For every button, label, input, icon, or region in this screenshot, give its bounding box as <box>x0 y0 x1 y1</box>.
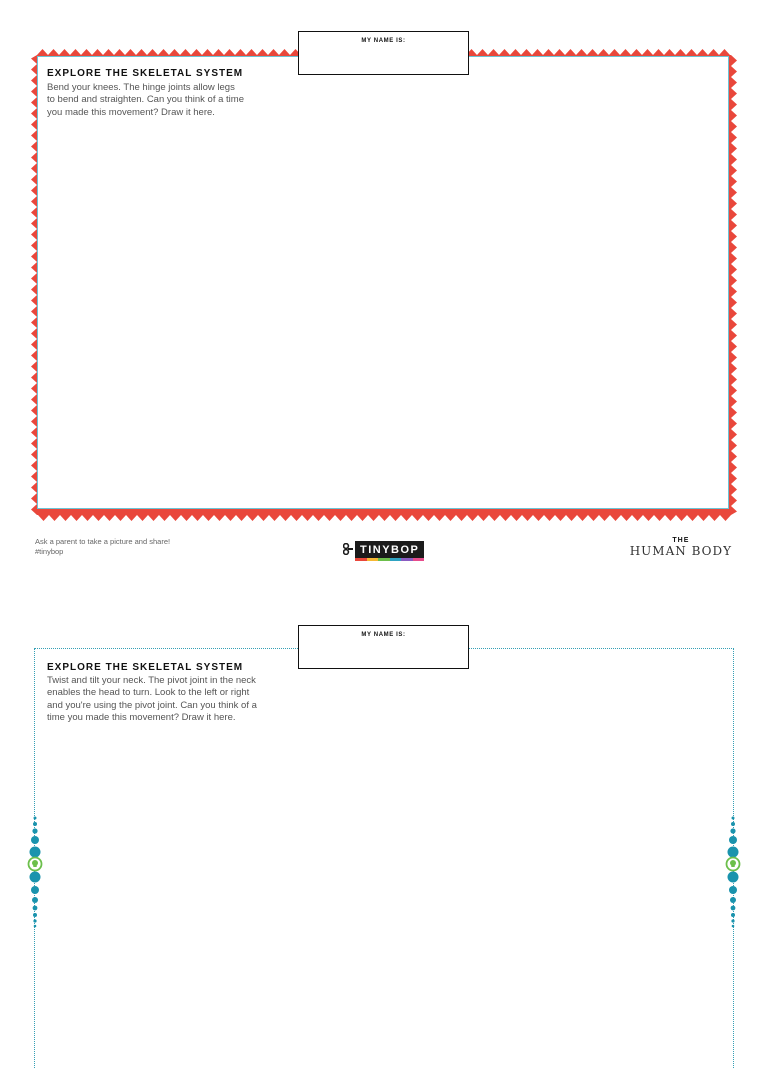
logo-text: TINYBOP <box>360 543 420 556</box>
brand-the: THE <box>672 537 690 544</box>
instruction-line: to bend and straighten. Can you think of a time <box>47 94 244 106</box>
skull-icon <box>727 858 740 871</box>
bead <box>32 897 38 903</box>
bead <box>729 836 737 844</box>
bead-chain-left <box>27 814 43 934</box>
bead <box>31 836 39 844</box>
name-box[interactable] <box>298 31 469 75</box>
logo-bar-segment <box>378 558 390 561</box>
bead <box>732 817 735 820</box>
drawing-area[interactable] <box>37 56 729 509</box>
instruction-line: enables the head to turn. Look to the left or right <box>47 687 250 699</box>
bead-chain-right <box>725 814 741 934</box>
logo-mark-icon <box>343 543 353 555</box>
tinybop-logo <box>343 539 424 559</box>
share-note <box>35 537 170 557</box>
share-note-line: Ask a parent to take a picture and share! <box>35 537 171 546</box>
hashtag: #tinybop <box>35 547 64 556</box>
instruction-line: Twist and tilt your neck. The pivot joint in the neck <box>47 675 256 686</box>
bead <box>728 872 739 883</box>
worksheet-title: EXPLORE THE SKELETAL SYSTEM <box>47 68 244 79</box>
instruction-line: time you made this movement? Draw it here. <box>47 712 236 724</box>
logo-color-bar <box>355 558 424 561</box>
logo-bar-segment <box>355 558 367 561</box>
bead <box>33 919 36 922</box>
bead <box>34 925 37 928</box>
instruction-line: Bend your knees. The hinge joints allow legs <box>47 82 235 93</box>
logo-wordmark <box>355 541 424 558</box>
logo-bar-segment <box>390 558 402 561</box>
bead <box>730 828 735 833</box>
bead <box>731 919 734 922</box>
instruction-line: you made this movement? Draw it here. <box>47 106 215 118</box>
app-brand <box>630 537 732 558</box>
worksheet-pivot-joint <box>0 580 768 1024</box>
bead <box>732 925 735 928</box>
instruction-line: and you're using the pivot joint. Can you think of a <box>47 699 257 711</box>
bead <box>33 906 38 911</box>
bead <box>34 817 37 820</box>
logo-bar-segment <box>413 558 425 561</box>
skull-icon <box>29 858 42 871</box>
bead <box>730 897 736 903</box>
logo-bar-segment <box>367 558 379 561</box>
bead <box>30 847 41 858</box>
brand-title: HUMAN BODY <box>629 544 732 558</box>
bead <box>728 847 739 858</box>
bead <box>33 822 37 826</box>
bead <box>731 822 735 826</box>
bead <box>31 886 39 894</box>
name-box[interactable] <box>298 625 469 669</box>
name-label: MY NAME IS: <box>361 632 406 638</box>
instructions <box>47 675 257 725</box>
bead <box>32 828 37 833</box>
bead <box>33 913 37 917</box>
instructions <box>47 82 244 119</box>
bead <box>30 872 41 883</box>
bead <box>731 906 736 911</box>
logo-bar-segment <box>401 558 413 561</box>
worksheet-title: EXPLORE THE SKELETAL SYSTEM <box>47 662 244 673</box>
name-label: MY NAME IS: <box>361 38 406 44</box>
bead <box>731 913 735 917</box>
bead <box>729 886 737 894</box>
